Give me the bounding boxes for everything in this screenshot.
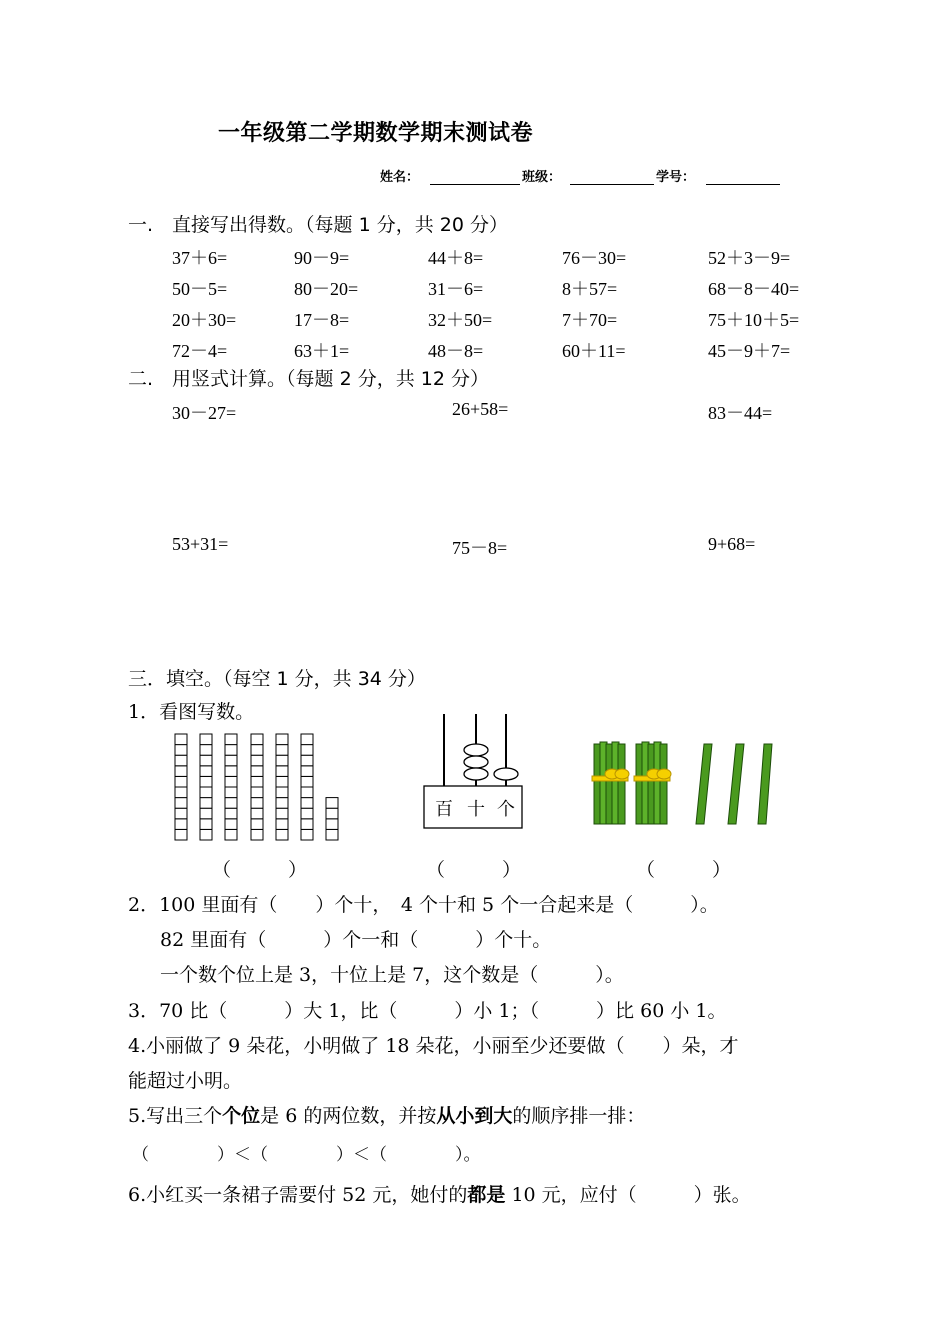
unit-block bbox=[200, 745, 212, 756]
unit-block bbox=[276, 787, 288, 798]
unit-block bbox=[301, 766, 313, 777]
unit-block bbox=[225, 745, 237, 756]
unit-block bbox=[301, 755, 313, 766]
single-stick bbox=[696, 744, 712, 824]
unit-block bbox=[301, 734, 313, 745]
unit-block bbox=[326, 808, 338, 819]
unit-block bbox=[301, 787, 313, 798]
unit-block bbox=[276, 745, 288, 756]
unit-block bbox=[251, 755, 263, 766]
unit-block bbox=[251, 766, 263, 777]
unit-block bbox=[225, 766, 237, 777]
calc-item: 52＋3－9= bbox=[708, 248, 791, 268]
unit-block bbox=[175, 745, 187, 756]
unit-block bbox=[200, 787, 212, 798]
unit-block bbox=[301, 808, 313, 819]
answer-blank[interactable]: （ ） bbox=[426, 859, 522, 881]
unit-block bbox=[326, 829, 338, 840]
name-field[interactable] bbox=[430, 168, 520, 185]
page-title: 一年级第二学期数学期末测试卷 bbox=[218, 121, 534, 146]
calc-item: 45－9＋7= bbox=[708, 341, 791, 361]
unit-block bbox=[301, 776, 313, 787]
unit-block bbox=[200, 734, 212, 745]
unit-block bbox=[326, 819, 338, 830]
vertical-calc-item: 26+58= bbox=[452, 399, 509, 419]
unit-block bbox=[175, 798, 187, 809]
unit-block bbox=[251, 819, 263, 830]
calc-item: 90－9= bbox=[294, 248, 350, 268]
unit-block bbox=[225, 819, 237, 830]
section3-heading: 三．填空。（每空 1 分，共 34 分） bbox=[128, 668, 426, 690]
unit-block bbox=[276, 819, 288, 830]
unit-block bbox=[276, 755, 288, 766]
calc-item: 76－30= bbox=[562, 248, 627, 268]
unit-block bbox=[276, 808, 288, 819]
unit-block bbox=[175, 819, 187, 830]
q5-line1: 5.写出三个个位是 6 的两位数，并按从小到大的顺序排一排： bbox=[128, 1105, 646, 1127]
unit-block bbox=[225, 798, 237, 809]
answer-blank[interactable]: （ ） bbox=[212, 859, 308, 881]
unit-block bbox=[175, 755, 187, 766]
unit-block bbox=[251, 734, 263, 745]
name-label: 姓名： bbox=[380, 170, 420, 185]
unit-block bbox=[175, 776, 187, 787]
vertical-calc-item: 75－8= bbox=[452, 538, 508, 558]
q5-line2: （ ）＜（ ）＜（ ）。 bbox=[132, 1145, 481, 1165]
unit-block bbox=[200, 829, 212, 840]
q4-line2: 能超过小明。 bbox=[128, 1070, 243, 1092]
q1-label: 1．看图写数。 bbox=[128, 701, 255, 723]
answer-blank[interactable]: （ ） bbox=[636, 859, 732, 881]
abacus-hundreds-label: 百 bbox=[435, 799, 453, 820]
class-field[interactable] bbox=[570, 168, 654, 185]
stick-bundle bbox=[592, 742, 629, 824]
calc-item: 50－5= bbox=[172, 279, 228, 299]
unit-block bbox=[175, 829, 187, 840]
calc-item: 60＋11= bbox=[562, 341, 626, 361]
unit-block bbox=[225, 829, 237, 840]
unit-block bbox=[200, 766, 212, 777]
unit-block bbox=[225, 776, 237, 787]
unit-block bbox=[301, 798, 313, 809]
calc-item: 17－8= bbox=[294, 310, 350, 330]
calc-item: 8＋57= bbox=[562, 279, 618, 299]
single-stick bbox=[728, 744, 744, 824]
id-field[interactable] bbox=[706, 168, 780, 185]
unit-block bbox=[200, 819, 212, 830]
q2-line3: 一个数个位上是 3，十位上是 7，这个数是（ ）。 bbox=[160, 964, 624, 986]
unit-block bbox=[200, 798, 212, 809]
calc-item: 31－6= bbox=[428, 279, 484, 299]
abacus-ones-label: 个 bbox=[497, 799, 515, 820]
unit-block bbox=[200, 755, 212, 766]
block-columns-figure bbox=[172, 730, 352, 842]
unit-block bbox=[276, 798, 288, 809]
calc-item: 37＋6= bbox=[172, 248, 228, 268]
vertical-calc-item: 9+68= bbox=[708, 534, 756, 554]
unit-block bbox=[225, 808, 237, 819]
unit-block bbox=[175, 766, 187, 777]
calc-item: 44＋8= bbox=[428, 248, 484, 268]
section1-heading: 一. 直接写出得数。（每题 1 分，共 20 分） bbox=[128, 214, 508, 236]
unit-block bbox=[326, 798, 338, 809]
stick-bundles-figure bbox=[588, 736, 788, 828]
unit-block bbox=[276, 734, 288, 745]
unit-block bbox=[251, 808, 263, 819]
calc-item: 68－8－40= bbox=[708, 279, 800, 299]
vertical-calc-item: 30－27= bbox=[172, 403, 237, 423]
unit-block bbox=[175, 787, 187, 798]
calc-item: 63＋1= bbox=[294, 341, 350, 361]
stick-bundle bbox=[634, 742, 671, 824]
unit-block bbox=[251, 798, 263, 809]
abacus-figure bbox=[418, 710, 528, 832]
q4-line1: 4.小丽做了 9 朵花，小明做了 18 朵花，小丽至少还要做（ ）朵，才 bbox=[128, 1035, 739, 1057]
unit-block bbox=[276, 776, 288, 787]
calc-item: 72－4= bbox=[172, 341, 228, 361]
unit-block bbox=[175, 808, 187, 819]
unit-block bbox=[251, 829, 263, 840]
vertical-calc-item: 53+31= bbox=[172, 534, 229, 554]
vertical-calc-item: 83－44= bbox=[708, 403, 773, 423]
single-stick bbox=[758, 744, 772, 824]
unit-block bbox=[225, 734, 237, 745]
calc-item: 80－20= bbox=[294, 279, 359, 299]
unit-block bbox=[200, 808, 212, 819]
unit-block bbox=[251, 745, 263, 756]
calc-item: 20＋30= bbox=[172, 310, 237, 330]
q6-text: 6.小红买一条裙子需要付 52 元，她付的都是 10 元，应付（ ）张。 bbox=[128, 1184, 751, 1206]
unit-block bbox=[200, 776, 212, 787]
unit-block bbox=[251, 787, 263, 798]
unit-block bbox=[225, 755, 237, 766]
unit-block bbox=[301, 829, 313, 840]
calc-item: 75＋10＋5= bbox=[708, 310, 800, 330]
unit-block bbox=[276, 829, 288, 840]
q2-line2: 82 里面有（ ）个一和（ ）个十。 bbox=[160, 929, 552, 951]
id-label: 学号： bbox=[656, 170, 696, 185]
abacus-tens-label: 十 bbox=[467, 799, 485, 820]
unit-block bbox=[225, 787, 237, 798]
q3-text: 3．70 比（ ）大 1，比（ ）小 1；（ ）比 60 小 1。 bbox=[128, 1000, 727, 1022]
unit-block bbox=[301, 819, 313, 830]
unit-block bbox=[251, 776, 263, 787]
class-label: 班级： bbox=[522, 170, 562, 185]
q2-line1: 2．100 里面有（ ）个十， 4 个十和 5 个一合起来是（ ）。 bbox=[128, 894, 719, 916]
calc-item: 7＋70= bbox=[562, 310, 618, 330]
calc-item: 48－8= bbox=[428, 341, 484, 361]
calc-item: 32＋50= bbox=[428, 310, 493, 330]
section2-heading: 二. 用竖式计算。（每题 2 分，共 12 分） bbox=[128, 368, 489, 390]
unit-block bbox=[175, 734, 187, 745]
unit-block bbox=[301, 745, 313, 756]
unit-block bbox=[276, 766, 288, 777]
